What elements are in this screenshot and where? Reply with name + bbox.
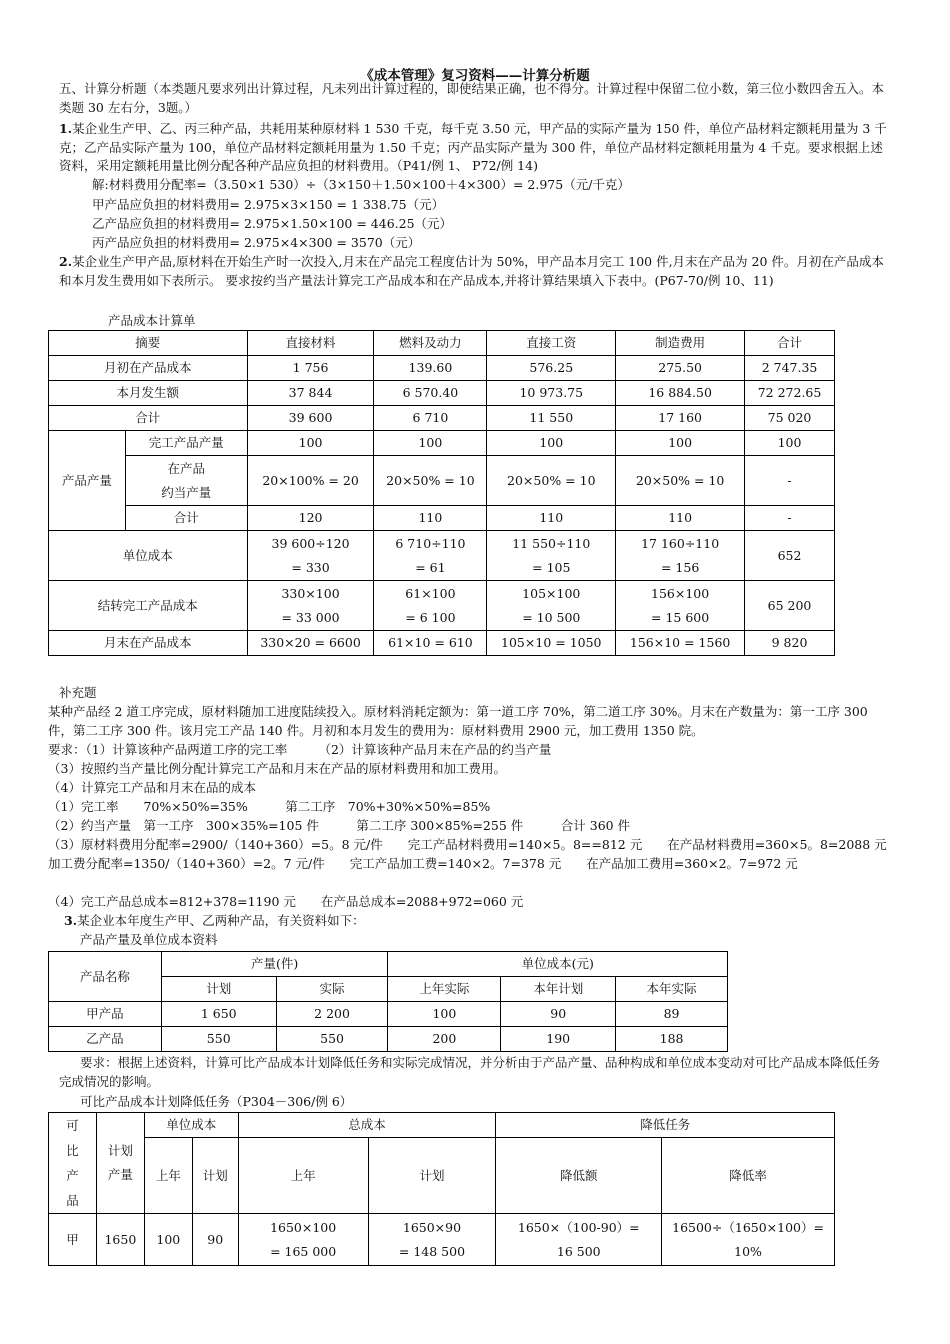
cell-line: 17 160÷110 [641,535,720,551]
cell-line: 16 500 [556,1243,601,1259]
header-line: 产量 [107,1167,133,1182]
table-header-row [49,952,728,977]
table-row [49,1027,728,1052]
table-cell: 550 [161,1027,276,1052]
table-row [49,431,835,456]
table-cell: 100 [388,1002,501,1027]
table-cell [238,1214,368,1266]
header-cell: 本年计划 [501,977,616,1002]
q2-body: 某企业生产甲产品,原材料在开始生产时一次投入,月末在产品完工程度估计为 50%，甲产品本月完工 100 件,月末在产品为 20 件。月初在产品成本和本月发生费用如下表所示。 要求按约当产量法计算完工产品成本和在产品成本,并将计算结果填入下表中。(P67-70/例 10、11) [59,254,884,288]
table-cell: 2 200 [276,1002,388,1027]
cell-line: 11 550÷110 [512,535,591,551]
row-label: 月末在产品成本 [49,631,248,656]
row-label: 完工产品产量 [125,431,247,456]
table-cell [662,1214,835,1266]
table-row [49,531,835,581]
table-cell: 652 [745,531,835,581]
table-cell [374,531,487,581]
table-cell [374,581,487,631]
cell-line: = 105 [532,559,571,575]
table-cell: 65 200 [745,581,835,631]
header-cell: 合计 [745,331,835,356]
cell-line: = 156 [660,559,700,575]
row-label: 单位成本 [49,531,248,581]
supp-text: 某种产品经 2 道工序完成，原材料随加工进度陆续投入。原材料消耗定额为：第一道工序 70%，第二道工序 30%。月末在产数量为：第一工序 300 件，第二工序 300 件。该月完工产品 140 件。月初和本月发生的费用为：原材料费用 2900 元，加工费用 1350 院。 [48,704,868,738]
row-group-label: 产品产量 [49,431,126,531]
table-cell: 275.50 [616,356,745,381]
q1-number: 1. [59,121,73,136]
supp-requirement: （4）计算完工产品和月末在品的成本 [48,780,256,795]
table-row [49,631,835,656]
table-cell: 20×50% = 10 [374,456,487,506]
q1-answer-line: 甲产品应负担的材料费用= 2.975×3×150 = 1 338.75（元） [92,197,445,212]
q2-table-caption: 产品成本计算单 [108,313,196,328]
table-cell [487,581,616,631]
cell-line: = 148 500 [398,1243,466,1259]
row-label: 月初在产品成本 [49,356,248,381]
table-cell: 100 [616,431,745,456]
table-cell: 110 [374,506,487,531]
table-cell: 1 756 [247,356,374,381]
table-cell: 100 [745,431,835,456]
q1-text [59,120,891,176]
cell-line: 39 600÷120 [271,535,350,551]
q3-table-caption: 产品产量及单位成本资料 [80,932,218,947]
q2-text [59,253,891,290]
supp-answer: （3）原材料费用分配率=2900/（140+360）=5。8 元/件 完工产品材料费用=140×5。8==812 元 在产品材料费用=360×5。8=2088 元 加工费分配率=1350/（140+360）=2。7 元/件 完工产品加工费=140×2。7=378 元 在产品加工费用=360×2。7=972 元 [48,837,912,871]
table-cell: 11 550 [487,406,616,431]
supp-title: 补充题 [59,685,97,700]
header-char: 比 [66,1143,79,1158]
table-cell: 550 [276,1027,388,1052]
cell-line: 6 710÷110 [395,535,466,551]
table-cell: 75 020 [745,406,835,431]
table-row [49,1214,835,1266]
header-cell: 计划 [192,1138,238,1214]
table-cell: 330×20 = 6600 [247,631,374,656]
header-cell: 降低额 [496,1138,662,1214]
cell-line: = 6 100 [405,609,456,625]
header-cell: 上年 [238,1138,368,1214]
header-char: 可 [66,1118,79,1133]
table-cell: 10 973.75 [487,381,616,406]
supp-answer: （1）完工率 70%×50%=35% 第二工序 70%+30%×50%=85% [48,799,491,814]
header-cell: 实际 [276,977,388,1002]
table-row [49,506,835,531]
q1-body: 某企业生产甲、乙、丙三种产品，共耗用某种原材料 1 530 千克，每千克 3.50 元，甲产品的实际产量为 150 件，单位产品材料定额耗用量为 3 千克；乙产品实际产量为 100，单位产品材料定额耗用量为 1.50 千克；丙产品实际产量为 300 件，单位产品材料定额耗用量为 4 千克。要求根据上述资料，采用定额耗用量比例分配各种产品应负担的材料费用。（P41/例 1、 P72/例 14) [59,121,887,173]
table-cell: 20×50% = 10 [616,456,745,506]
table-cell: - [745,456,835,506]
table-cell: 2 747.35 [745,356,835,381]
header-cell: 产量(件) [161,952,388,977]
header-cell [49,1113,97,1214]
cell-line: = 10 500 [522,609,581,625]
header-cell: 制造费用 [616,331,745,356]
table-row [49,356,835,381]
row-label: 合计 [49,406,248,431]
table-cell: 20×100% = 20 [247,456,374,506]
cell-line: 10% [734,1243,762,1259]
table-cell: 100 [144,1214,192,1266]
table-cell: 9 820 [745,631,835,656]
cell-line: 156×100 [651,585,710,601]
row-label: 结转完工产品成本 [49,581,248,631]
supp-answer: （4）完工产品总成本=812+378=1190 元 在产品总成本=2088+972=060 元 [48,894,524,909]
cell-line: 16500÷（1650×100）= [672,1219,824,1235]
table-header-row [49,1113,835,1138]
row-label: 甲 [49,1214,97,1266]
cell-line: 61×100 [405,585,456,601]
header-char: 产 [66,1168,79,1183]
table-cell: 139.60 [374,356,487,381]
q3-text [64,912,896,931]
table-cell [496,1214,662,1266]
header-cell: 单位成本(元) [388,952,728,977]
table-cell: 105×10 = 1050 [487,631,616,656]
table-cell: 20×50% = 10 [487,456,616,506]
table-cell: 89 [616,1002,728,1027]
header-line: 计划 [107,1143,133,1158]
table-cell [487,531,616,581]
table-header-row [49,1138,835,1214]
cell-line: = 33 000 [281,609,340,625]
supp-requirement: 要求：（1）计算该种产品两道工序的完工率 （2）计算该种产品月末在产品的约当产量 [48,742,552,757]
table-cell: 110 [487,506,616,531]
table-cell: 190 [501,1027,616,1052]
row-label [125,456,247,506]
table-cell: 16 884.50 [616,381,745,406]
table-cell: 110 [616,506,745,531]
cell-line: 1650×（100-90）= [517,1219,640,1235]
table-cell: 6 570.40 [374,381,487,406]
row-label: 乙产品 [49,1027,162,1052]
table-cell: 61×10 = 610 [374,631,487,656]
table-cell [247,581,374,631]
row-label: 甲产品 [49,1002,162,1027]
cell-line: 105×100 [522,585,581,601]
table-cell: 90 [192,1214,238,1266]
table-cell: 100 [374,431,487,456]
header-char: 品 [66,1193,79,1208]
q3-number: 3. [64,913,78,928]
header-cell: 燃料及动力 [374,331,487,356]
table-row [49,381,835,406]
q3-requirement: 要求：根据上述资料，计算可比产品成本计划降低任务和实际完成情况，并分析由于产品产量、品种构成和单位成本变动对可比产品成本降低任务完成情况的影响。 [59,1055,881,1089]
header-cell: 计划 [161,977,276,1002]
supp-requirement: （3）按照约当产量比例分配计算完工产品和月末在产品的原材料费用和加工费用。 [48,761,506,776]
table-cell: 100 [247,431,374,456]
cost-calculation-table [48,330,835,656]
q3-table2-caption: 可比产品成本计划降低任务（P304－306/例 6） [80,1094,353,1109]
header-cell: 直接工资 [487,331,616,356]
header-cell: 单位成本 [144,1113,238,1138]
cell-line: = 165 000 [270,1243,337,1259]
table-cell: 120 [247,506,374,531]
table-cell: 576.25 [487,356,616,381]
q2-number: 2. [59,254,73,269]
table-cell: 188 [616,1027,728,1052]
table-cell: 90 [501,1002,616,1027]
table-row [49,581,835,631]
table-cell [616,581,745,631]
table-cell: 100 [487,431,616,456]
header-cell: 降低率 [662,1138,835,1214]
header-cell: 本年实际 [616,977,728,1002]
row-label-line: 约当产量 [161,484,212,500]
document-title: 《成本管理》复习资料——计算分析题 [360,68,590,84]
supp-answer: （2）约当产量 第一工序 300×35%=105 件 第二工序 300×85%=255 件 合计 360 件 [48,818,631,833]
row-label: 本月发生额 [49,381,248,406]
table-header-row [49,331,835,356]
header-cell: 总成本 [238,1113,496,1138]
table-cell: 6 710 [374,406,487,431]
table-cell [247,531,374,581]
table-cell: 37 844 [247,381,374,406]
table-cell: 1 650 [161,1002,276,1027]
table-cell: - [745,506,835,531]
row-label-line: 在产品 [167,460,205,476]
table-cell: 1650 [96,1214,144,1266]
table-cell [368,1214,496,1266]
table-cell: 200 [388,1027,501,1052]
header-cell: 直接材料 [247,331,374,356]
header-cell: 降低任务 [496,1113,835,1138]
cell-line: = 15 600 [651,609,710,625]
table-cell: 72 272.65 [745,381,835,406]
q3-body: 某企业本年度生产甲、乙两种产品，有关资料如下： [77,913,365,928]
header-cell: 产品名称 [49,952,162,1002]
cell-line: 1650×100 [270,1219,337,1235]
table-cell [616,531,745,581]
table-row [49,456,835,506]
row-label: 合计 [125,506,247,531]
table-cell: 39 600 [247,406,374,431]
cell-line: 330×100 [281,585,340,601]
header-cell: 上年实际 [388,977,501,1002]
header-cell: 摘要 [49,331,248,356]
table-cell: 156×10 = 1560 [616,631,745,656]
table-cell: 17 160 [616,406,745,431]
cell-line: = 330 [291,559,330,575]
output-cost-table [48,951,728,1052]
cost-reduction-table [48,1112,835,1266]
table-row [49,1002,728,1027]
q1-answer-line: 乙产品应负担的材料费用= 2.975×1.50×100 = 446.25（元） [92,216,453,231]
header-cell: 计划 [368,1138,496,1214]
cell-line: = 61 [415,559,446,575]
cell-line: 1650×90 [402,1219,462,1235]
q1-answer-line: 解:材料费用分配率=（3.50×1 530）÷（3×150＋1.50×100＋4×300）= 2.975（元/千克） [92,177,630,192]
header-cell [96,1113,144,1214]
q1-answer-line: 丙产品应负担的材料费用= 2.975×4×300 = 3570（元） [92,235,421,250]
header-cell: 上年 [144,1138,192,1214]
table-row [49,406,835,431]
section-intro: 五、计算分析题（本类题凡要求列出计算过程，凡未列出计算过程的，即使结果正确，也不得分。计算过程中保留二位小数，第三位小数四舍五入。本类题 30 左右分，3题。） [59,81,885,115]
